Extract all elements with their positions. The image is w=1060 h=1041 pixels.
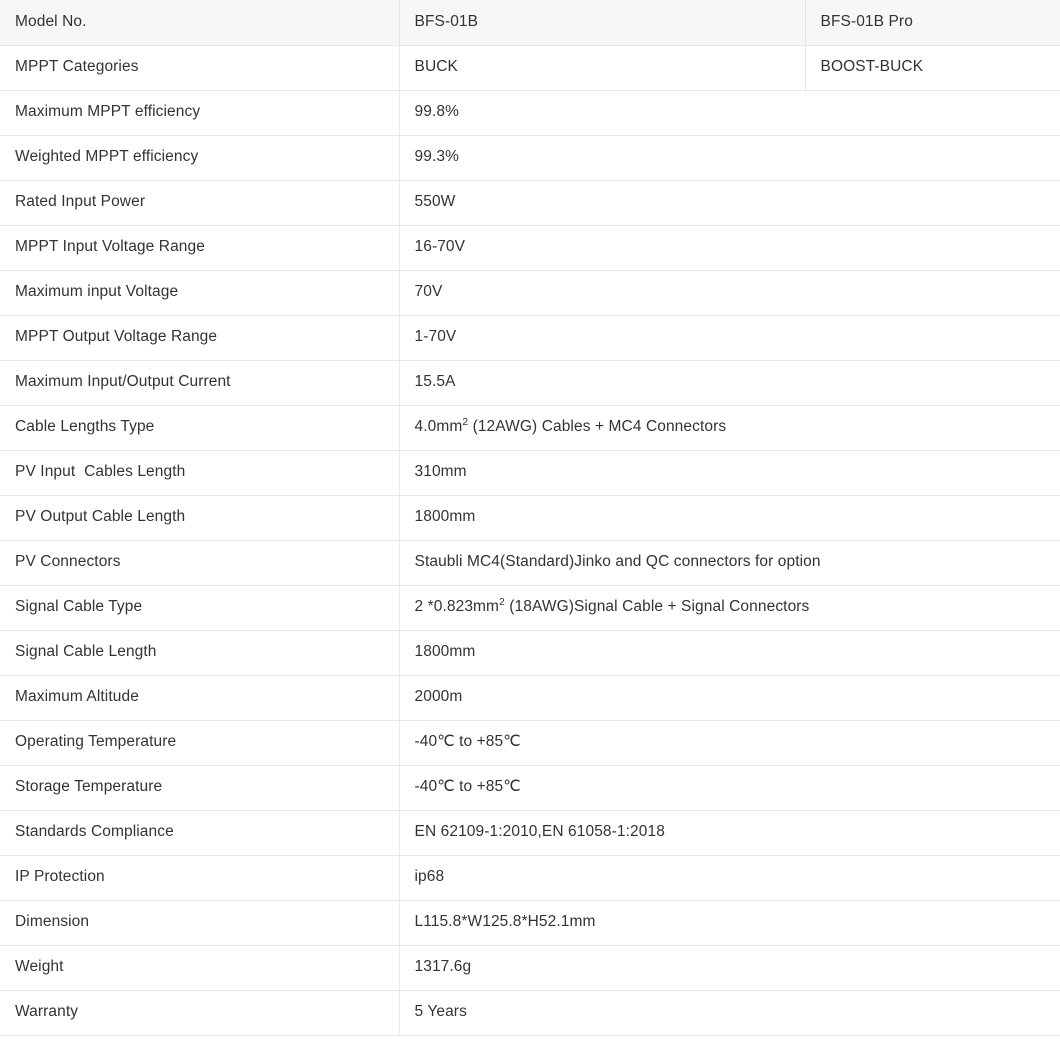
spec-label-cell: Maximum input Voltage [0,270,399,315]
spec-label-cell: Cable Lengths Type [0,405,399,450]
spec-label-cell: Signal Cable Length [0,630,399,675]
spec-label-cell: MPPT Input Voltage Range [0,225,399,270]
table-row [0,990,1060,1035]
spec-value-superscript: 2 [462,417,469,429]
table-row [0,765,1060,810]
spec-value-cell-model-b: BFS-01B Pro [805,0,1060,45]
spec-value-text: 2 *0.823mm [414,598,500,616]
table-row [0,360,1060,405]
table-row [0,810,1060,855]
spec-value-cell: 1317.6g [399,945,1060,990]
spec-value-cell: 16-70V [399,225,1060,270]
spec-label-cell: Weighted MPPT efficiency [0,135,399,180]
spec-value-cell: 310mm [399,450,1060,495]
spec-label-cell: Maximum MPPT efficiency [0,90,399,135]
spec-value-cell: EN 62109-1:2010,EN 61058-1:2018 [399,810,1060,855]
spec-value-cell-model-a: BFS-01B [399,0,805,45]
spec-value-cell: 15.5A [399,360,1060,405]
spec-label-cell: PV Connectors [0,540,399,585]
table-row [0,495,1060,540]
spec-value-text-tail: (18AWG)Signal Cable + Signal Connectors [504,598,810,616]
table-row [0,540,1060,585]
table-row [0,315,1060,360]
table-row [0,135,1060,180]
spec-label-cell: PV Input Cables Length [0,450,399,495]
table-row [0,585,1060,630]
spec-label-cell: Warranty [0,990,399,1035]
table-row [0,630,1060,675]
spec-label-cell: Standards Compliance [0,810,399,855]
spec-value-superscript: 2 [499,597,505,609]
spec-label-cell: Weight [0,945,399,990]
spec-value-cell: -40℃ to +85℃ [399,720,1060,765]
spec-value-cell: L115.8*W125.8*H52.1mm [399,900,1060,945]
table-row [0,270,1060,315]
spec-value-cell-model-a: BUCK [399,45,805,90]
spec-value-cell: -40℃ to +85℃ [399,765,1060,810]
spec-value-cell [399,585,1060,630]
spec-value-text: 4.0mm [414,418,463,436]
spec-label-cell: Signal Cable Type [0,585,399,630]
table-row [0,900,1060,945]
spec-value-cell: ip68 [399,855,1060,900]
table-row [0,720,1060,765]
spec-value-cell: 99.8% [399,90,1060,135]
table-row [0,405,1060,450]
spec-label-cell: Storage Temperature [0,765,399,810]
table-row [0,675,1060,720]
spec-label-cell: Operating Temperature [0,720,399,765]
spec-label-cell: Model No. [0,0,399,45]
table-row [0,0,1060,45]
spec-label-cell: Rated Input Power [0,180,399,225]
spec-value-cell: Staubli MC4(Standard)Jinko and QC connectors for option [399,540,1060,585]
table-row [0,450,1060,495]
spec-label-cell: MPPT Output Voltage Range [0,315,399,360]
spec-label-cell: Maximum Altitude [0,675,399,720]
spec-value-cell: 550W [399,180,1060,225]
spec-value-cell: 2000m [399,675,1060,720]
spec-label-cell: MPPT Categories [0,45,399,90]
spec-label-cell: IP Protection [0,855,399,900]
table-row [0,945,1060,990]
spec-value-cell: 1-70V [399,315,1060,360]
spec-value-cell: 1800mm [399,495,1060,540]
spec-value-text-tail: (12AWG) Cables + MC4 Connectors [468,418,727,436]
spec-value-cell: 99.3% [399,135,1060,180]
table-row [0,45,1060,90]
table-row [0,90,1060,135]
spec-value-cell: 1800mm [399,630,1060,675]
table-row [0,225,1060,270]
spec-value-cell [399,405,1060,450]
spec-value-cell: 70V [399,270,1060,315]
spec-label-cell: Dimension [0,900,399,945]
table-row [0,855,1060,900]
table-row [0,180,1060,225]
spec-value-cell: 5 Years [399,990,1060,1035]
spec-label-cell: Maximum Input/Output Current [0,360,399,405]
spec-value-cell-model-b: BOOST-BUCK [805,45,1060,90]
spec-label-cell: PV Output Cable Length [0,495,399,540]
